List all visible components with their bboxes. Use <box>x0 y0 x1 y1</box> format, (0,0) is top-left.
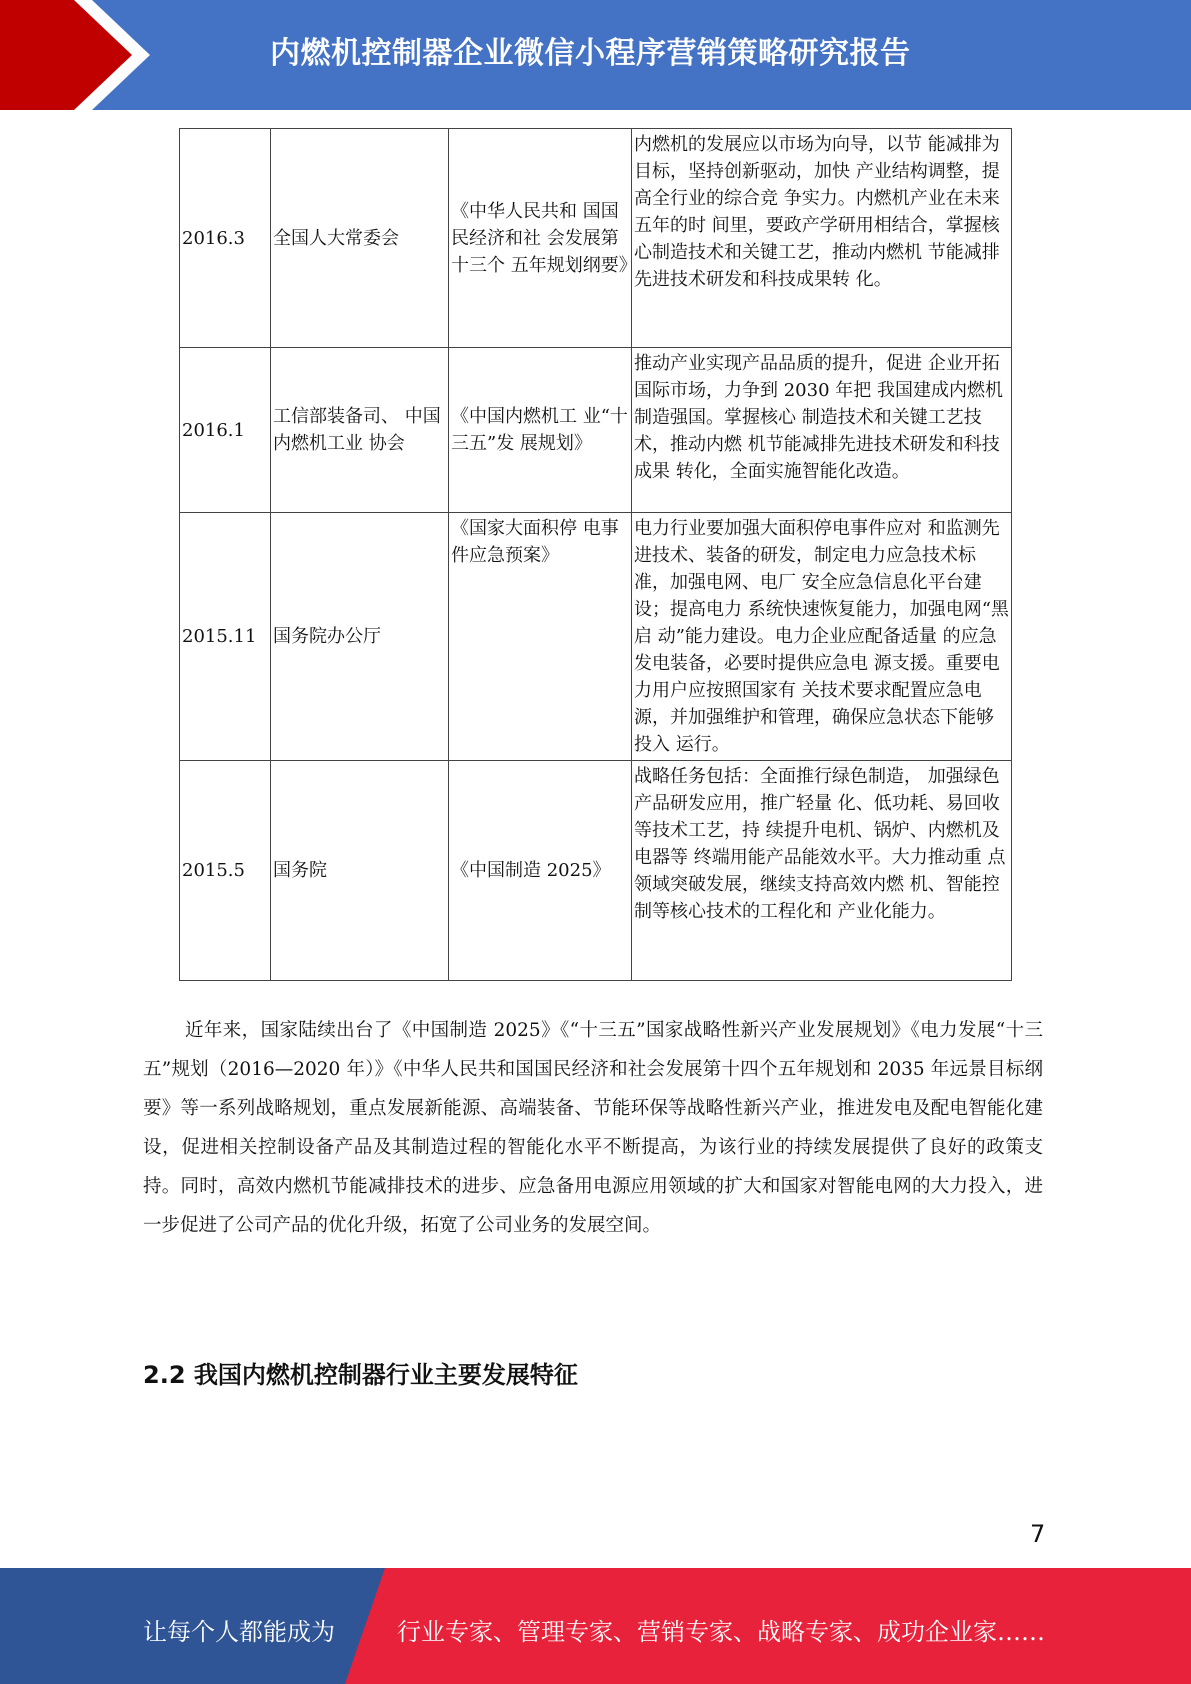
header-red-chevron <box>0 0 150 110</box>
table-row <box>180 129 1012 348</box>
policy-date: 2015.5 <box>180 761 271 981</box>
policy-issuer: 国务院办公厅 <box>271 513 449 761</box>
table-row <box>180 348 1012 513</box>
policy-document: 《中国制造 2025》 <box>449 761 632 981</box>
report-title: 内燃机控制器企业微信小程序营销策略研究报告 <box>270 36 911 71</box>
policy-document: 《中华人民共和 国国民经济和社 会发展第十三个 五年规划纲要》 <box>449 129 632 348</box>
section-heading: 2.2 我国内燃机控制器行业主要发展特征 <box>143 1361 578 1389</box>
policy-issuer: 工信部装备司、 中国内燃机工业 协会 <box>271 348 449 513</box>
page-footer <box>0 1568 1191 1684</box>
policy-document: 《国家大面积停 电事件应急预案》 <box>449 513 632 761</box>
page-number: 7 <box>1030 1520 1046 1548</box>
footer-slogan-right: 行业专家、管理专家、营销专家、战略专家、成功企业家…… <box>397 1618 1045 1646</box>
body-paragraph: 近年来，国家陆续出台了《中国制造 2025》《“十三五”国家战略性新兴产业发展规划》《电力发展“十三五”规划（2016—2020 年）》《中华人民共和国国民经济和社会发展第十四个五年规划和 2035 年远景目标纲要》等一系列战略规划，重点发展新能源、高端装备、节能环保等战略性新兴产业，推进发电及配电智能化建设，促进相关控制设备产品及其制造过程的智能化水平不断提高，为该行业的持续发展提供了良好的政策支持。同时，高效内燃机节能减排技术的进步、应急备用电源应用领域的扩大和国家对智能电网的大力投入，进一步促进了公司产品的优化升级，拓宽了公司业务的发展空间。 <box>143 1020 1043 1236</box>
policy-content: 战略任务包括：全面推行绿色制造， 加强绿色产品研发应用，推广轻量 化、低功耗、易回收等技术工艺，持 续提升电机、锅炉、内燃机及电器等 终端用能产品能效水平。大力推动重 点领域突破发展，继续支持高效内燃 机、智能控制等核心技术的工程化和 产业化能力。 <box>632 761 1012 981</box>
policy-content: 内燃机的发展应以市场为向导，以节 能减排为目标，坚持创新驱动，加快 产业结构调整，提高全行业的综合竞 争实力。内燃机产业在未来五年的时 间里，要政产学研用相结合，掌握核 心制造技术和关键工艺，推动内燃机 节能减排先进技术研发和科技成果转 化。 <box>632 129 1012 348</box>
policy-date: 2015.11 <box>180 513 271 761</box>
policy-document: 《中国内燃机工 业“十三五”发 展规划》 <box>449 348 632 513</box>
policy-date: 2016.1 <box>180 348 271 513</box>
table-row <box>180 761 1012 981</box>
policy-date: 2016.3 <box>180 129 271 348</box>
policy-content: 电力行业要加强大面积停电事件应对 和监测先进技术、装备的研发，制定电力应急技术标准，加强电网、电厂 安全应急信息化平台建设；提高电力 系统快速恢复能力，加强电网“黑启 动”能力建设。电力企业应配备适量 的应急发电装备，必要时提供应急电 源支援。重要电力用户应按照国家有 关技术要求配置应急电源，并加强维护和管理，确保应急状态下能够投入 运行。 <box>632 513 1012 761</box>
policy-content: 推动产业实现产品品质的提升，促进 企业开拓国际市场，力争到 2030 年把 我国建成内燃机制造强国。掌握核心 制造技术和关键工艺技术，推动内燃 机节能减排先进技术研发和科技成果 转化，全面实施智能化改造。 <box>632 348 1012 513</box>
policy-issuer: 国务院 <box>271 761 449 981</box>
policy-table <box>179 128 1012 981</box>
footer-slogan-left: 让每个人都能成为 <box>143 1618 335 1646</box>
page-header <box>0 0 1191 110</box>
policy-issuer: 全国人大常委会 <box>271 129 449 348</box>
table-row <box>180 513 1012 761</box>
